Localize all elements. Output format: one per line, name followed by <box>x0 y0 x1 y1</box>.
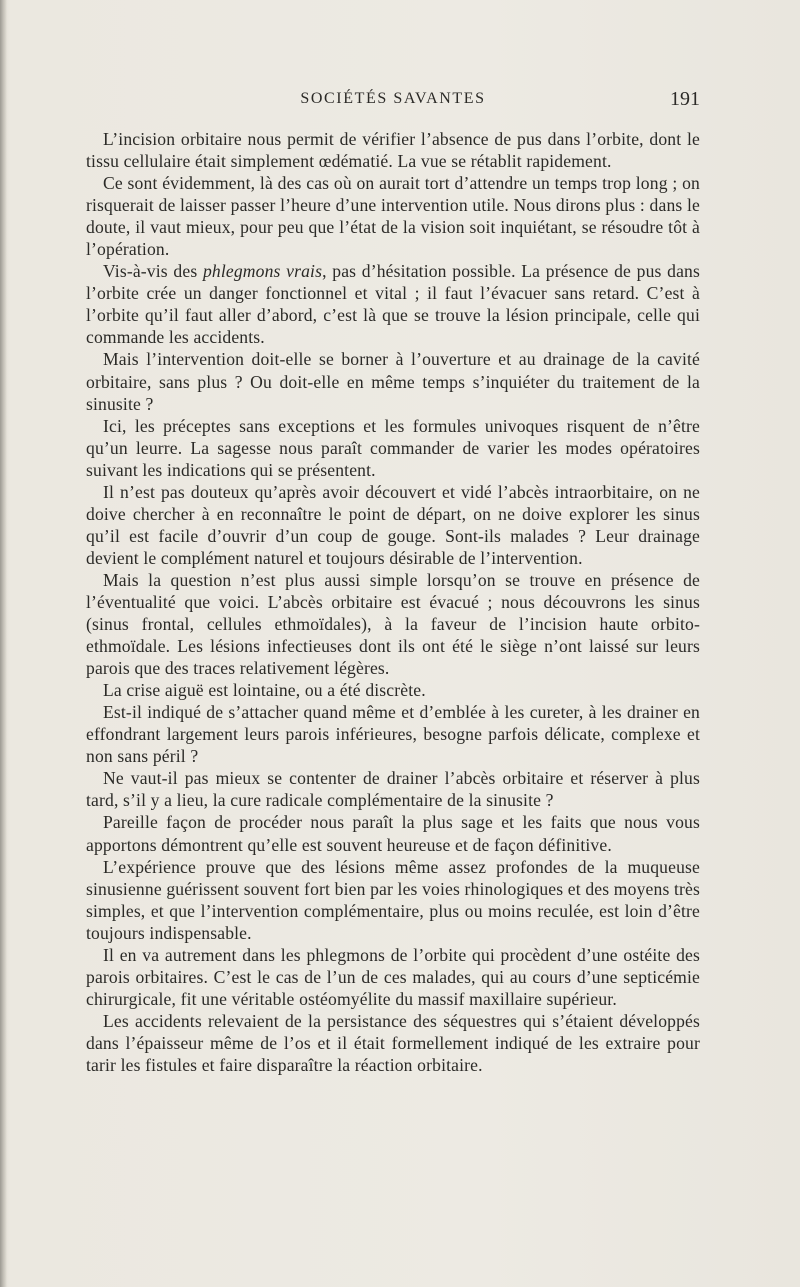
body-text <box>86 128 700 1076</box>
paragraph-3-rest: , pas d’hésitation possible. La présence de pus dans l’orbite crée un danger fonctionnel et vital ; il faut l’évacuer sans retard. C’est à l’orbite qu’il faut aller d’abord, c’est là que se trouve la lésion principale, celle qui commande les accidents. <box>86 261 700 348</box>
paragraph-2: Ce sont évidemment, là des cas où on aurait tort d’attendre un temps trop long ; on risquerait de laisser passer l’heure d’une intervention utile. Nous dirons plus : dans le doute, il vaut mieux, pour peu que l’état de la vision soit inquiétant, se résoudre tôt à l’opération. <box>86 173 700 260</box>
paragraph-3-lead: Vis-à-vis des <box>103 261 203 282</box>
paragraph-12: L’expérience prouve que des lésions même assez profondes de la muqueuse sinusienne guérissent souvent fort bien par les voies rhinologiques et des moyens très simples, et que l’intervention complémentaire, plus ou moins reculée, est loin d’être toujours indispensable. <box>86 856 700 943</box>
paragraph-1: L’incision orbitaire nous permit de vérifier l’absence de pus dans l’orbite, dont le tissu cellulaire était simplement œdématié. La vue se rétablit rapidement. <box>86 129 700 172</box>
paragraph-8: La crise aiguë est lointaine, ou a été discrète. <box>103 680 426 701</box>
paragraph-11: Pareille façon de procéder nous paraît la plus sage et les faits que nous vous apportons démontrent qu’elle est souvent heureuse et de façon définitive. <box>86 812 700 855</box>
paragraph-13: Il en va autrement dans les phlegmons de l’orbite qui procèdent d’une ostéite des parois orbitaires. C’est le cas de l’un de ces malades, qui au cours d’une septicémie chirurgicale, fit une véritable ostéomyélite du massif maxillaire supérieur. <box>86 944 700 1009</box>
paragraph-6: Il n’est pas douteux qu’après avoir découvert et vidé l’abcès intraorbitaire, on ne doive chercher à en reconnaître le point de départ, on ne doive explorer les sinus qu’il est facile d’ouvrir d’un coup de gouge. Sont-ils malades ? Leur drainage devient le complément naturel et toujours désirable de l’intervention. <box>86 481 700 568</box>
paragraph-10: Ne vaut-il pas mieux se contenter de drainer l’abcès orbitaire et réserver à plus tard, s’il y a lieu, la cure radicale complémentaire de la sinusite ? <box>86 768 700 811</box>
paragraph-9: Est-il indiqué de s’attacher quand même et d’emblée à les cureter, à les drainer en effondrant largement leurs parois inférieures, besogne parfois délicate, complexe et non sans péril ? <box>86 702 700 767</box>
paragraph-3-emphasis: phlegmons vrais <box>202 261 323 282</box>
running-header <box>86 88 700 114</box>
paragraph-4: Mais l’intervention doit-elle se borner à l’ouverture et au drainage de la cavité orbitaire, sans plus ? Ou doit-elle en même temps s’inquiéter du traitement de la sinusite ? <box>86 349 700 414</box>
paragraph-7: Mais la question n’est plus aussi simple lorsqu’on se trouve en présence de l’éventualité que voici. L’abcès orbitaire est évacué ; nous découvrons les sinus (sinus frontal, cellules ethmoïdales), à la faveur de l’incision haute orbito-ethmoïdale. Les lésions infectieuses dont ils ont été le siège n’ont laissé sur leurs parois que des traces relativement légères. <box>86 569 700 679</box>
page-number: 191 <box>670 88 700 110</box>
page-binding-edge <box>0 0 7 1287</box>
paragraph-3 <box>86 260 700 348</box>
paragraph-5: Ici, les préceptes sans exceptions et les formules univoques risquent de n’être qu’un leurre. La sagesse nous paraît commander de varier les modes opératoires suivant les indications qui se présentent. <box>86 415 700 480</box>
running-title: SOCIÉTÉS SAVANTES <box>300 90 486 107</box>
paragraph-14: Les accidents relevaient de la persistance des séquestres qui s’étaient développés dans l’épaisseur même de l’os et il était formellement indiqué de les extraire pour tarir les fistules et faire disparaître la réaction orbitaire. <box>86 1010 700 1075</box>
